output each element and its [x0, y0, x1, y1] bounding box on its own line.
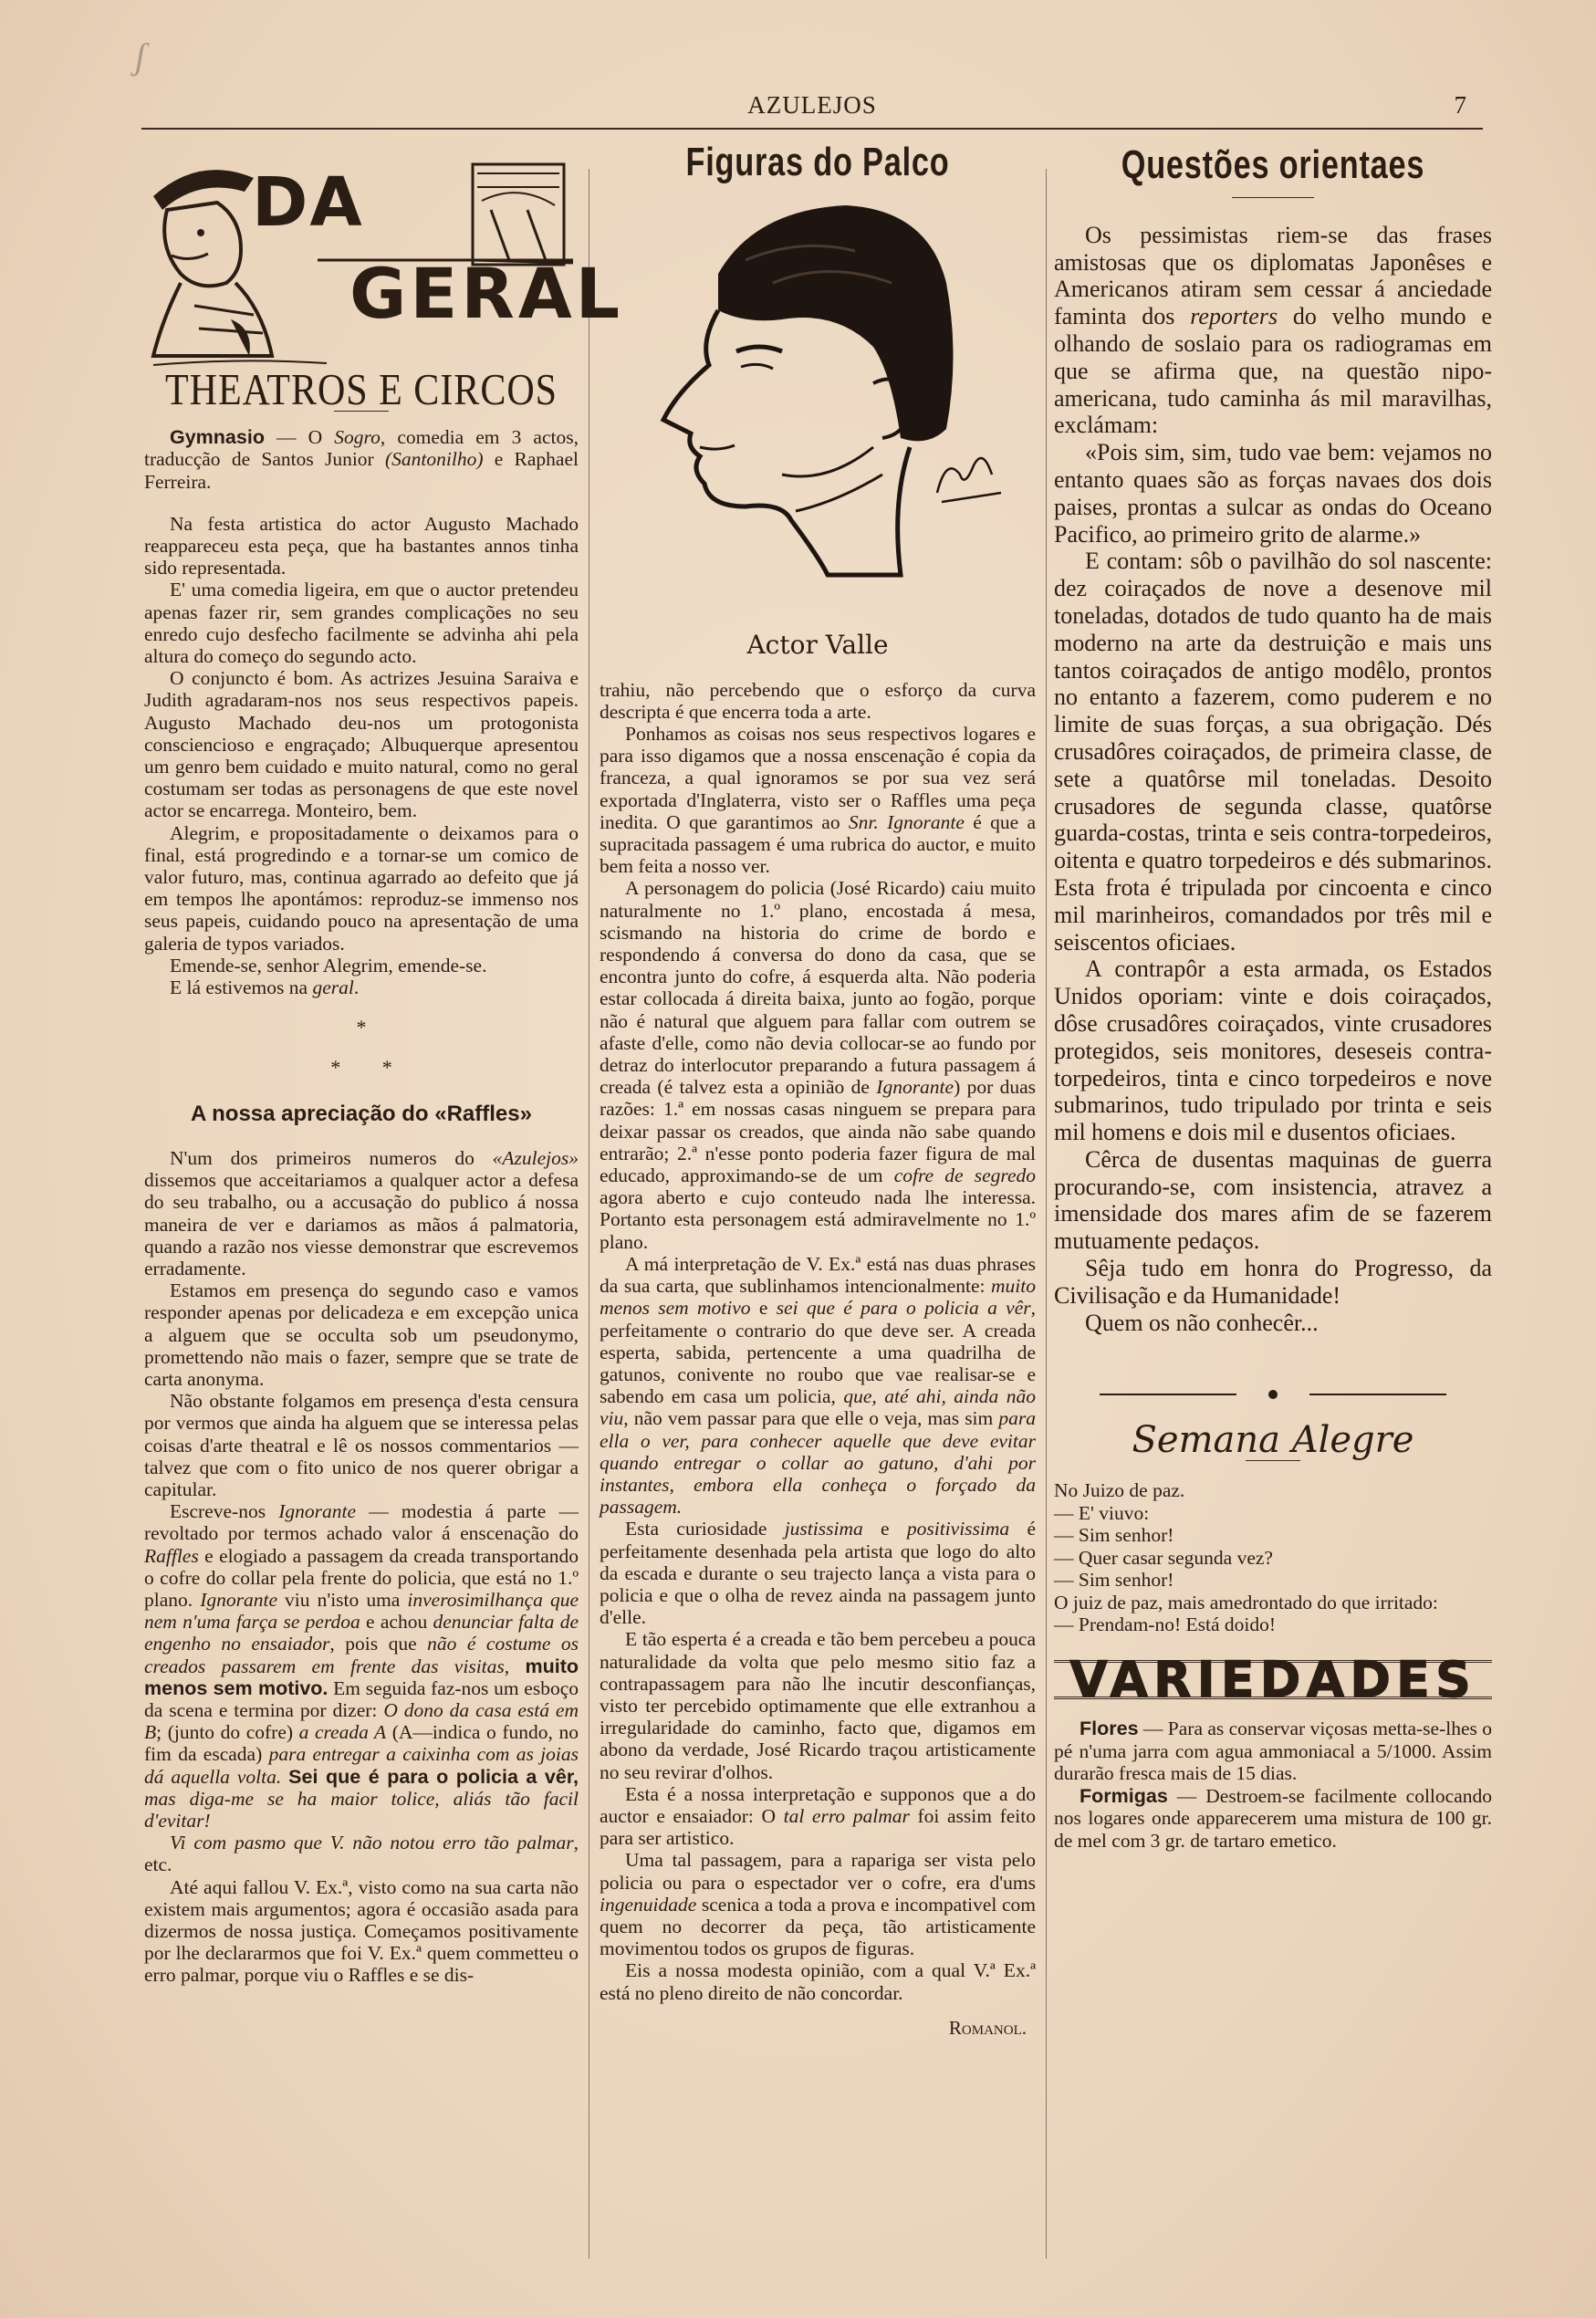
variedades-title: VARIEDADES	[1069, 1650, 1476, 1708]
da-geral-logo	[144, 146, 624, 374]
article-paragraph: Esta é a nossa interpretação e supponos que a do auctor e ensaiador: O tal erro palmar foi assim feito para ser artistico.	[600, 1782, 1036, 1850]
joke-line: — E' viuvo:	[1054, 1501, 1150, 1524]
article-paragraph: Uma tal passagem, para a rapariga ser vista pelo policia ou para o espectador ver o cofre, era d'ums ingenuidade scenica a toda a prova e incompativel com quem no decorrer da peça, tão artisticamente movimentou todos os grupos de figuras.	[600, 1849, 1036, 1960]
questoes-article	[1054, 222, 1492, 1337]
article-paragraph: Ponhamos as coisas nos seus respectivos logares e para isso digamos que a nossa enscenação é copia da franceza, a qual ignoramos se por sua vez será exportada d'Inglaterra, visto ser o Raffles uma peça inedita. O que garantimos ao Snr. Ignorante é que a supracitada passagem é uma rubrica do auctor, e muito bem feita a nosso ver.	[600, 723, 1036, 878]
column-2	[600, 140, 1036, 2039]
logo-text-da: DA	[252, 163, 364, 242]
review-paragraph: Gymnasio — O Sogro, comedia em 3 actos, traducção de Santos Junior (Santonilho) e Raphael Ferreira.	[144, 426, 579, 493]
asterisk-divider-bottom: * *	[330, 1056, 392, 1080]
ornament-divider-icon	[1100, 1388, 1446, 1401]
review-paragraph: O conjuncto é bom. As actrizes Jesuina Saraiva e Judith agradaram-nos nos seus respectivos papeis. Augusto Machado deu-nos um protogonista consciencioso e engraçado; Albuquerque apresentou um genro bem cuidado e muito natural, como no geral costumam ser todas as personagens de que este novel actor se encarrega. Monteiro, bem.	[144, 667, 579, 822]
joke-line: — Sim senhor!	[1054, 1569, 1174, 1592]
review-paragraph: E' uma comedia ligeira, em que o auctor pretendeu apenas fazer rir, sem grandes complicações no seu enredo cujo desfecho facilmente se advinha ahi pela altura do começo do segundo acto.	[144, 579, 579, 668]
review-paragraph: Na festa artistica do actor Augusto Machado reappareceu esta peça, que ha bastantes annos tinha sido representada.	[144, 512, 579, 580]
joke-line: — Quer casar segunda vez?	[1054, 1546, 1273, 1569]
review-paragraph: E lá estivemos na geral.	[170, 976, 360, 999]
questoes-paragraph: E contam: sôb o pavilhão do sol nascente: dez coiraçados de nove a desenove mil toneladas, dotados de tudo quanto ha de mais moderno na arte da destruição e mais uns tantos coiraçados de antigo modêlo, prontos no entanto a fazerem, como puderem e no limite de suas forças, a sua obrigação. Dés crusadôres coiraçados, de primeira classe, de sete a quatôrse mil toneladas. Desoito crusadores de segunda classe, quatôrse guarda-costas, trinta e seis contra-torpedeiros, oitenta e quatro torpedeiros e dés submarinos. Esta frota é tripulada por cincoenta e cinco mil marinheiros, comandados por três mil e seiscentos oficiaes.	[1054, 548, 1492, 955]
variedades-paragraph: Formigas — Destroem-se facilmente collocando nos logares onde apparecerem uma mistura de 100 gr. de mel com 3 gr. de tartaro emetico.	[1054, 1784, 1492, 1852]
questoes-paragraph: Cêrca de dusentas maquinas de guerra procurando-se, com insistencia, atravez a imensidade dos mares afim de se fazerem mutuamente pedaços.	[1054, 1145, 1492, 1255]
column-rule-2	[1046, 169, 1047, 2259]
figuras-title: Figuras do Palco	[685, 140, 950, 184]
section-title: THEATROS E CIRCOS	[164, 366, 558, 415]
joke-line: — Sim senhor!	[1054, 1524, 1174, 1547]
questoes-title: Questões orientaes	[1121, 142, 1425, 187]
questoes-paragraph: Sêja tudo em honra do Progresso, da Civilisação e da Humanidade!	[1054, 1255, 1492, 1309]
author-signature: Romanol.	[948, 2016, 1027, 2039]
review-paragraph: Emende-se, senhor Alegrim, emende-se.	[170, 954, 487, 976]
column-1	[144, 146, 624, 1987]
article-paragraph: E tão esperta é a creada e tão bem percebeu a pouca naturalidade da volta que pelo mesmo sitio faz a contrapassagem para não lhe incutir desconfianças, visto ter percebido optimamente que elle extranhou a irregularidade do caminho, facto que, digamos em abono da verdade, José Ricardo traçou artisticamente no seu revirar d'olhos.	[600, 1628, 1036, 1783]
questoes-paragraph: «Pois sim, sim, tudo vae bem: vejamos no entanto quaes são as forças navaes dos dois paises, prontas a sulcar as ondas do Oceano Pacifico, ao primeiro grito de alarme.»	[1054, 439, 1492, 548]
paragraph-gap	[144, 493, 579, 513]
title-divider	[1232, 197, 1314, 198]
article-paragraph: Vi com pasmo que V. não notou erro tão palmar, etc.	[144, 1832, 579, 1876]
variedades-banner	[1054, 1650, 1492, 1708]
joke-dialogue	[1054, 1479, 1492, 1636]
review-paragraph: Alegrim, e propositadamente o deixamos para o final, está progredindo e a tornar-se um comico de valor futuro, mas, continua agarrado ao defeito que já em tempos lhe apontámos: reproduz-se immenso nos seus papeis, cuidando pouco na apresentação de uma galeria de typos variados.	[144, 821, 579, 955]
article-paragraph: trahiu, não percebendo que o esforço da curva descripta é que encerra toda a arte.	[600, 678, 1036, 723]
questoes-paragraph: Os pessimistas riem-se das frases amistosas que os diplomatas Japonêses e Americanos atiram sem cessar á anciedade faminta dos reporters do velho mundo e olhando de soslaio para os radiogramas em que se afirma que, na questão nipo-americana, tudo caminha ás mil maravilhas, exclámam:	[1054, 221, 1493, 439]
theatre-review	[144, 426, 579, 998]
joke-line: — Prendam-no! Está doido!	[1054, 1613, 1277, 1636]
article-body	[144, 1147, 579, 1987]
questoes-paragraph: A contrapôr a esta armada, os Estados Unidos oporiam: vinte e dois coiraçados, dôse crusadôres coiraçados, vinte crusadores protegidos, seis monitores, deseseis contra-torpedeiros, tinta e cinco torpedeiros e nove submarinos, tudo tripulado por trinta e seis mil homens e dois mil e dusentos oficiaes.	[1054, 955, 1492, 1146]
logo-text-geral: GERAL	[349, 253, 624, 334]
article-paragraph: N'um dos primeiros numeros do «Azulejos» dissemos que acceitariamos a qualquer actor a defesa do seu trabalho, ou a accusação do publico á nossa maneira de ver e dariamos as mãos á palmatoria, quando a razão nos viesse demonstrar que escrevemos erradamente.	[144, 1146, 579, 1279]
page-number: 7	[1454, 91, 1466, 119]
joke-line: O juiz de paz, mais amedrontado do que irritado:	[1054, 1591, 1438, 1613]
article-paragraph: Escreve-nos Ignorante — modestia á parte — revoltado por termos achado valor á enscenação do Raffles e elogiado a passagem da creada transportando o cofre do collar pela frente do policia, que está no 1.º plano. Ignorante viu n'isto uma inverosimilhança que nem n'uma farça se perdoa e achou denunciar falta de engenho no ensaiador, pois que não é costume os creados passarem em frente das visitas, muito menos sem motivo. Em seguida faz-nos um esboço da scena e termina por dizer: O dono da casa está em B; (junto do cofre) a creada A (A—indica o fundo, no fim da escada) para entregar a caixinha com as joias dá aquella volta. Sei que é para o policia a vêr, mas diga-me se ha maior tolice, aliás tão facil d'evitar!	[144, 1500, 579, 1832]
variedades-tips	[1054, 1718, 1492, 1852]
article-paragraph: Eis a nossa modesta opinião, com a qual V.ª Ex.ª está no pleno direito de não concordar.	[600, 1959, 1036, 2004]
article-paragraph: Estamos em presença do segundo caso e vamos responder apenas por delicadeza e em excepção unica a alguem que se occulta sob um pseudonymo, promettendo não mais o fazer, sempre que se trate de carta anonyma.	[144, 1279, 579, 1390]
article-paragraph: Até aqui fallou V. Ex.ª, visto como na sua carta não existem mais argumentos; agora é occasião asada para dizermos de nossa justiça. Começamos positivamente por lhe declararmos que foi V. Ex.ª quem commetteu o erro palmar, porque viu o Raffles e se dis-	[144, 1875, 579, 1987]
article-paragraph: Esta curiosidade justissima e positivissima é perfeitamente desenhada pela artista que logo do alto da escada e durante o seu trajecto lança a vista para o policia e que o olha de revez ainda na passagem junto d'elle.	[600, 1518, 1036, 1629]
page-header	[141, 88, 1483, 130]
article-title: A nossa apreciação do «Raffles»	[191, 1101, 532, 1126]
article-continuation	[600, 679, 1036, 2004]
ornament-divider	[1054, 1382, 1492, 1409]
semana-alegre-title: Semana Alegre	[1132, 1419, 1414, 1462]
variedades-paragraph: Flores — Para as conservar viçosas metta-se-lhes o pé n'uma jarra com agua ammoniacal a 5/1000. Assim durarão fresca mais de 15 dias.	[1054, 1718, 1492, 1785]
asterisk-divider-top: *	[356, 1016, 367, 1039]
actor-portrait-illustration	[600, 173, 1028, 621]
pencil-mark: ʃ	[135, 36, 146, 77]
publication-title: AZULEJOS	[747, 91, 877, 119]
article-paragraph: Não obstante folgamos em presença d'esta censura por vermos que ainda ha alguem que se interessa pelas coisas d'arte theatral e lê os nossos commentarios — talvez que com o fito unico de nos querer obrigar a capitular.	[144, 1390, 579, 1500]
joke-line: No Juizo de paz.	[1054, 1479, 1185, 1502]
article-paragraph: A personagem do policia (José Ricardo) caiu muito naturalmente no 1.º plano, encostada á mesa, scismando na historia do crime de bordo e respondendo á conversa do dono da casa, que se encontra junto do cofre, á esquerda alta. Não poderia estar collocada á direita baixa, junto ao fogão, porque não é natural que alguem para fallar com outrem se afaste d'elle, como não devia collocar-se ao fundo por detraz do interlocutor preparando a futura passagem á creada (é talvez esta a opinião de Ignorante) por duas razões: 1.ª em nossas casas ninguem se prepara para deixar passar os creados, que ainda não sabe quando entrarão; 2.ª n'esse ponto poderia fazer figura de mal educado, approximando-se de um cofre de segredo agora aberto e cujo conteudo nada lhe interessa. Portanto esta personagem está admiravelmente no 1.º plano.	[600, 877, 1036, 1253]
column-3	[1054, 142, 1493, 1852]
article-paragraph: A má interpretação de V. Ex.ª está nas duas phrases da sua carta, que sublinhamos intencionalmente: muito menos sem motivo e sei que é para o policia a vêr, perfeitamente o contrario do que deve ser. A creada esperta, sabida, pertencente a uma quadrilha de gatunos, conivente no roubo que vae realisar-se e sabendo em casa um policia, que, até ahi, ainda não viu, não vem passar para que elle o veja, mas sim para ella o ver, para conhecer aquelle que deve evitar quando entregar o collar ao gatuno, d'ahi por instantes, embora ella conheça o forçado da passagem.	[600, 1252, 1036, 1519]
questoes-paragraph: Quem os não conhecêr...	[1085, 1309, 1319, 1336]
portrait-caption: Actor Valle	[746, 630, 889, 661]
